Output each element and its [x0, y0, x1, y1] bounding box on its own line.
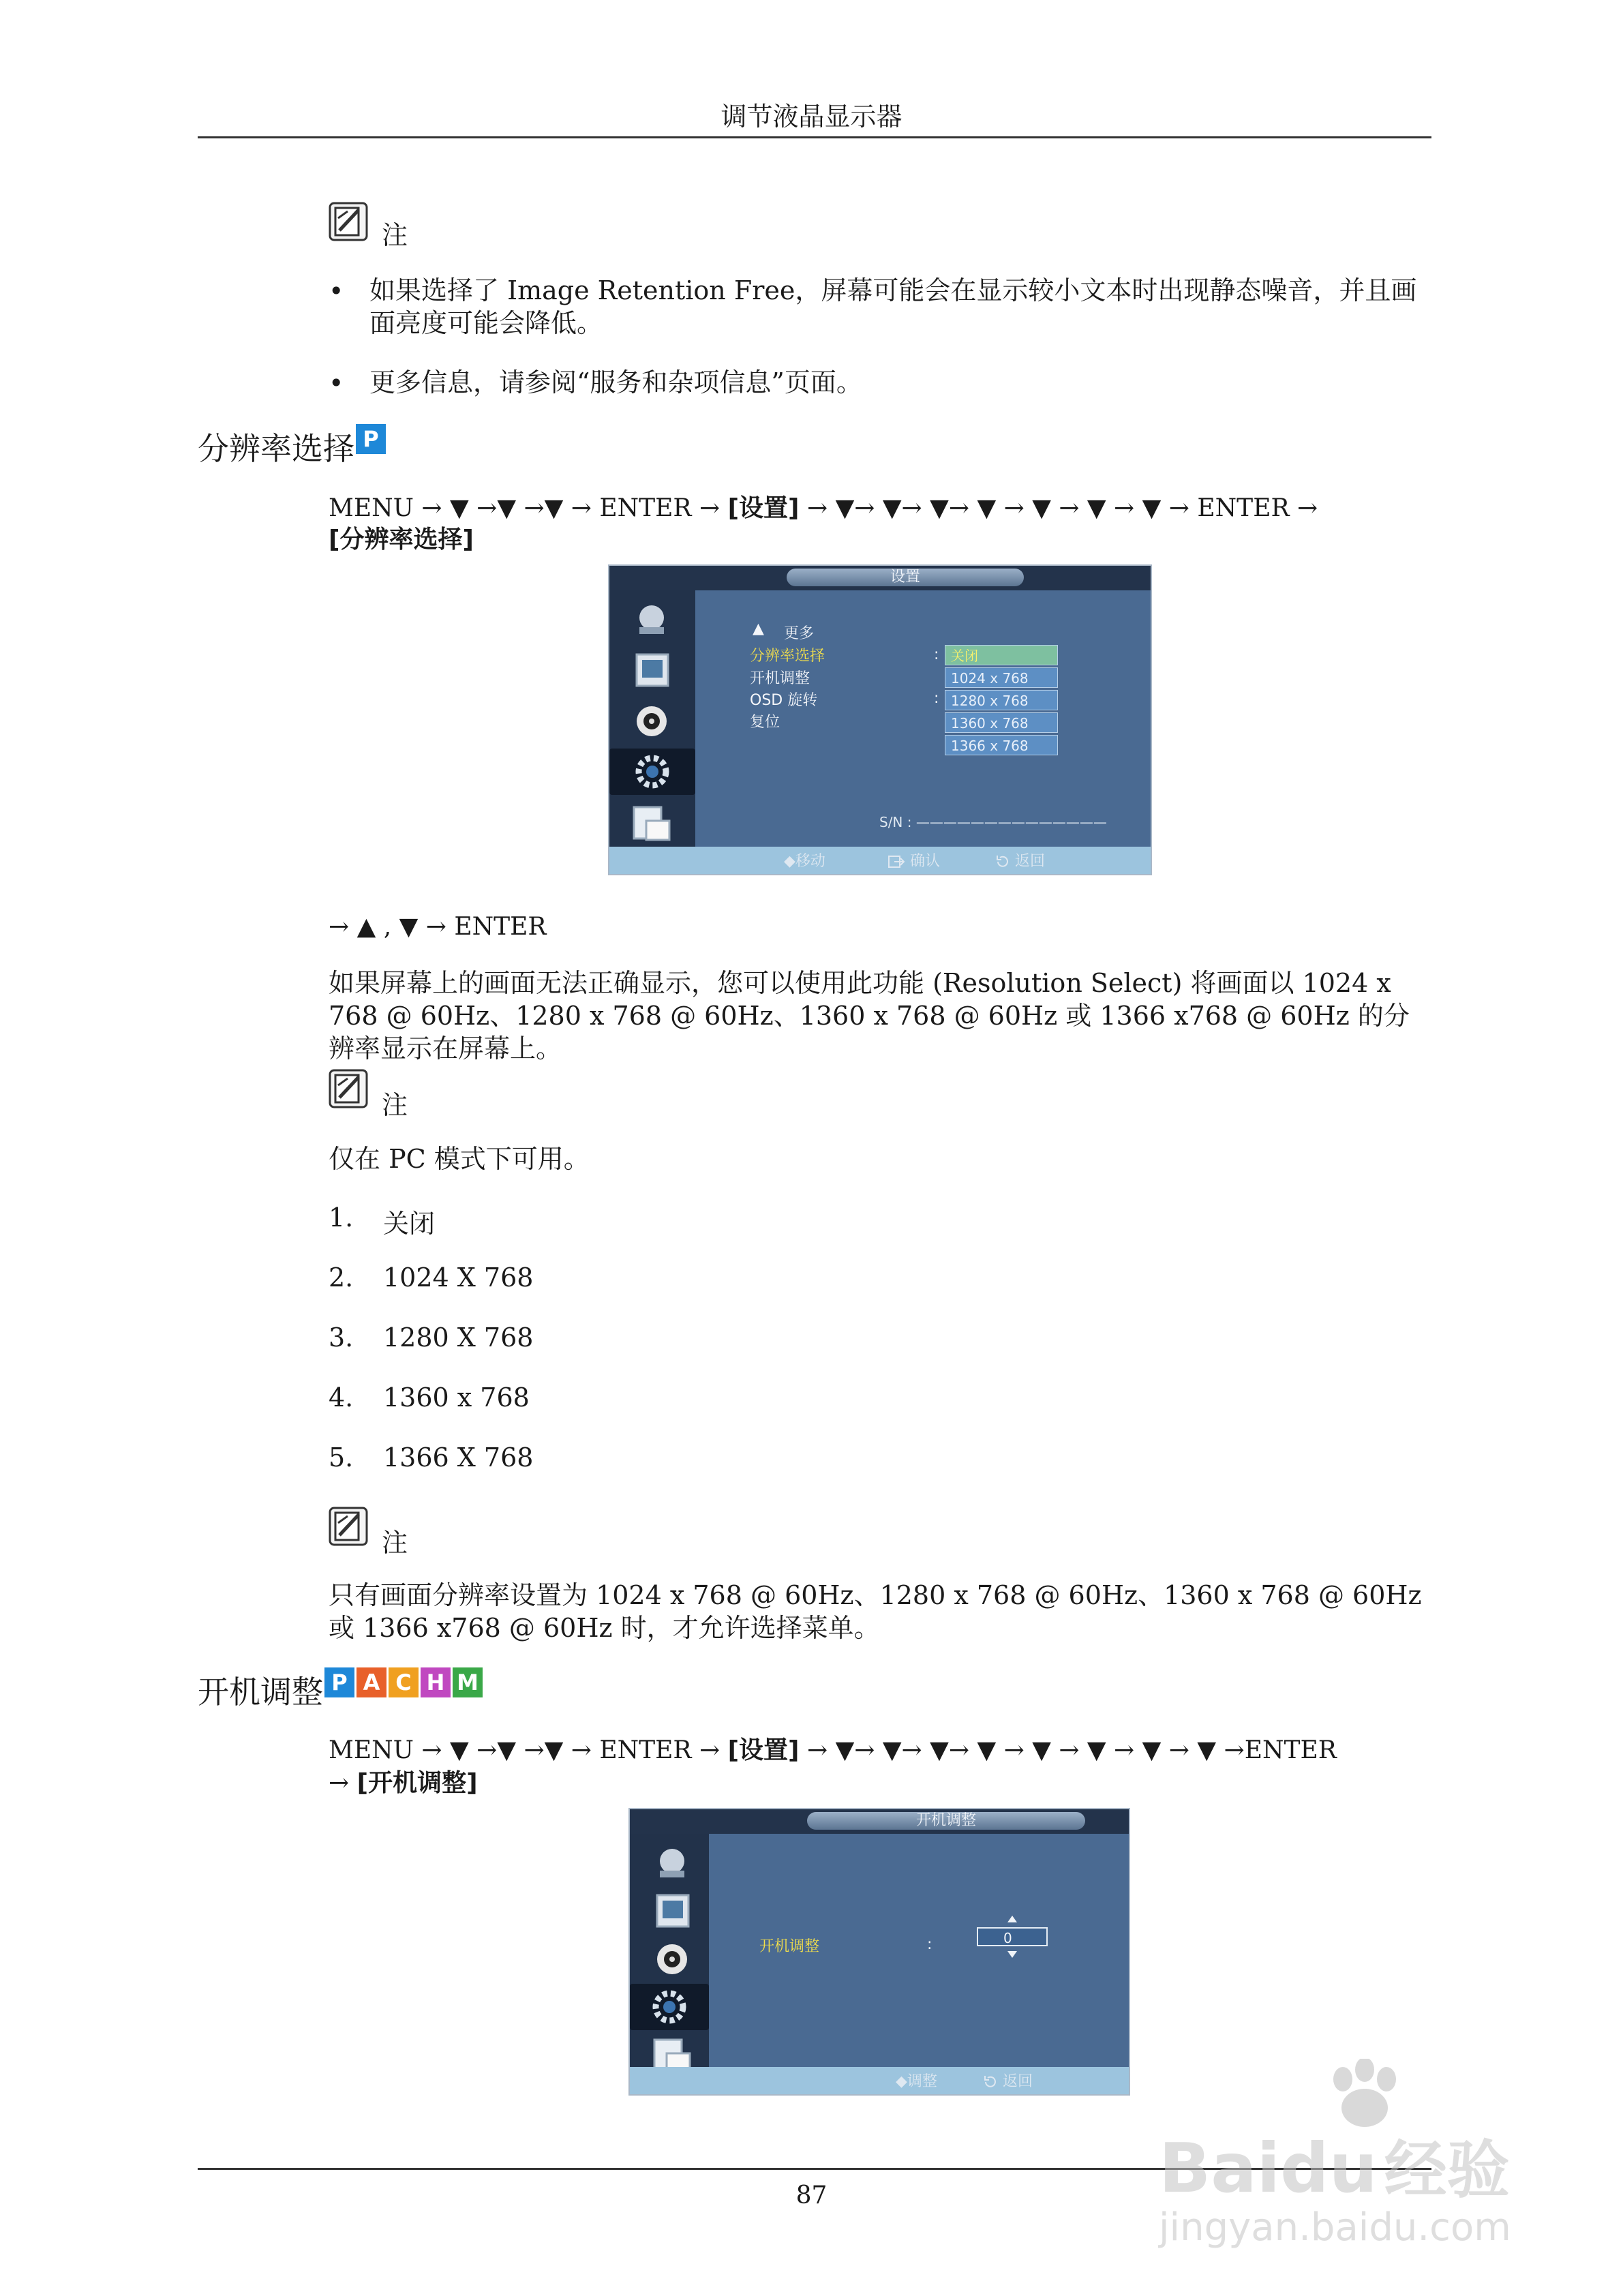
osd-option-1360: 1360 x 768 [945, 712, 1058, 733]
mode-badge-c: C [389, 1667, 419, 1697]
osd-title: 设置 [787, 569, 1024, 586]
section-description: 如果屏幕上的画面无法正确显示，您可以使用此功能 (Resolution Select) 将画面以 1024 x 768 @ 60Hz、1280 x 768 @ 60Hz、1360 x 768 @ 60Hz 或 1366 x768 @ 60Hz 的分辨率显示在屏幕上。 [329, 968, 1410, 1063]
nav-path-line-1 [329, 492, 1431, 525]
list-number-2: 2. [329, 1263, 354, 1293]
mode-badge-p: P [356, 424, 386, 454]
nav-bold: [分辨率选择] [329, 526, 474, 554]
list-number-3: 3. [329, 1323, 354, 1353]
osd-colon: : [934, 690, 939, 707]
list-item-1: 关闭 [383, 1209, 436, 1239]
osd-footer-return-label: 返回 [1015, 853, 1046, 870]
osd-footer-adjust: ◆调整 [896, 2073, 937, 2090]
osd-option-1024: 1024 x 768 [945, 667, 1058, 688]
list-item-4: 1360 x 768 [383, 1383, 530, 1413]
osd-option-1280: 1280 x 768 [945, 690, 1058, 710]
setup-gear-icon [609, 749, 695, 795]
baidu-watermark [1152, 2059, 1534, 2256]
note-icon [329, 1507, 368, 1546]
mode-badges [356, 424, 386, 454]
section-title-resolution [198, 424, 386, 469]
mode-badge-p: P [324, 1667, 354, 1697]
osd-serial-number: S/N : —————————————— [879, 814, 1107, 830]
osd-footer-enter [888, 849, 940, 871]
nav-text: → ▼→ ▼→ ▼→ ▼ → ▼ → ▼ → ▼ → ▼ →ENTER [806, 1736, 1337, 1764]
osd-footer-enter-label: 确认 [910, 853, 941, 870]
after-nav: → ▲ , ▼ → ENTER [329, 913, 547, 941]
list-item-2: 1024 X 768 [383, 1263, 534, 1293]
image-icon [643, 1888, 701, 1935]
nav-path-line-2 [329, 524, 1431, 556]
nav-text: MENU → ▼ →▼ →▼ → ENTER → [329, 494, 721, 522]
sound-icon [643, 1936, 701, 1982]
nav-text: → ▼→ ▼→ ▼→ ▼ → ▼ → ▼ → ▼ → ENTER → [806, 494, 1318, 522]
osd-title: 开机调整 [807, 1812, 1085, 1830]
mode-badge-m: M [453, 1667, 483, 1697]
image-icon [623, 648, 680, 694]
osd-footer-return [995, 849, 1045, 871]
note-label: 注 [382, 1090, 408, 1120]
watermark-brand [1159, 2120, 1510, 2210]
list-number-5: 5. [329, 1442, 354, 1472]
watermark-url: jingyan.baidu.com [1159, 2205, 1511, 2250]
sound-icon [623, 698, 680, 744]
nav-text: MENU → ▼ →▼ →▼ → ENTER → [329, 1736, 721, 1764]
multi-window-icon [623, 800, 680, 847]
note-text: 仅在 PC 模式下可用。 [329, 1144, 590, 1174]
osd-option-1366: 1366 x 768 [945, 735, 1058, 755]
note-text: 只有画面分辨率设置为 1024 x 768 @ 60Hz、1280 x 768 @ 60Hz、1360 x 768 @ 60Hz 或 1366 x768 @ 60Hz 时，才允许选择菜单。 [329, 1580, 1422, 1643]
header-rule [198, 136, 1431, 138]
watermark-cn-text: 经验 [1384, 2134, 1510, 2207]
osd-colon: : [934, 646, 939, 663]
osd-footer-return-label: 返回 [1003, 2073, 1033, 2090]
osd-footer-return [983, 2070, 1033, 2091]
osd-value-stepper [975, 1913, 1050, 1974]
osd-menu-reset: 复位 [750, 714, 780, 731]
watermark-brand-text: Bai [1159, 2128, 1280, 2208]
page-number: 87 [795, 2181, 828, 2209]
setup-gear-icon [630, 1984, 709, 2030]
osd-menu-more: 更多 [784, 625, 815, 642]
osd-option-off: 关闭 [945, 645, 1058, 665]
section-title-power-on-adjust [198, 1667, 483, 1712]
mode-badge-h: H [421, 1667, 451, 1697]
osd-menu-power-on-adjust: 开机调整 [750, 670, 810, 687]
bullet-mark: • [329, 368, 344, 398]
mode-badges [324, 1667, 483, 1697]
osd-menu-osd-rotation: OSD 旋转 [750, 692, 818, 709]
nav-bold: [设置] [727, 494, 800, 522]
list-item-5: 1366 X 768 [383, 1442, 534, 1472]
list-number-4: 4. [329, 1383, 354, 1413]
note-label: 注 [382, 220, 408, 250]
note-icon [329, 1069, 368, 1108]
nav-bold: [设置] [727, 1736, 800, 1764]
osd-label-power-on-adjust: 开机调整 [759, 1938, 820, 1955]
osd-menu-resolution: 分辨率选择 [750, 648, 825, 665]
list-number-1: 1. [329, 1203, 354, 1233]
note-bullet-1: 如果选择了 Image Retention Free，屏幕可能会在显示较小文本时出现静态噪音，并且画面亮度可能会降低。 [369, 275, 1417, 338]
note-label: 注 [382, 1528, 408, 1558]
osd-screenshot-settings [608, 564, 1152, 875]
nav-bold: [开机调整] [357, 1769, 478, 1797]
mode-badge-a: A [357, 1667, 386, 1697]
osd-value: 0 [1003, 1930, 1012, 1946]
running-header: 调节液晶显示器 [721, 102, 902, 132]
nav-path-line-1 [329, 1734, 1431, 1767]
section-title-text: 开机调整 [198, 1674, 323, 1710]
nav-path-line-2 [329, 1767, 1431, 1800]
picture-icon [643, 1841, 701, 1887]
list-item-3: 1280 X 768 [383, 1323, 534, 1353]
osd-screenshot-power-on-adjust [628, 1808, 1130, 2096]
osd-footer-move: ◆移动 [784, 853, 825, 870]
bullet-mark: • [329, 276, 344, 306]
osd-colon: : [927, 1936, 932, 1953]
section-title-text: 分辨率选择 [198, 430, 354, 467]
note-bullet-2: 更多信息，请参阅“服务和杂项信息”页面。 [369, 367, 862, 397]
watermark-brand-text-2: du [1279, 2128, 1378, 2208]
nav-text: → [329, 1769, 350, 1797]
note-icon [329, 202, 368, 241]
picture-icon [623, 597, 680, 644]
osd-more-arrow: ▲ [753, 620, 764, 637]
